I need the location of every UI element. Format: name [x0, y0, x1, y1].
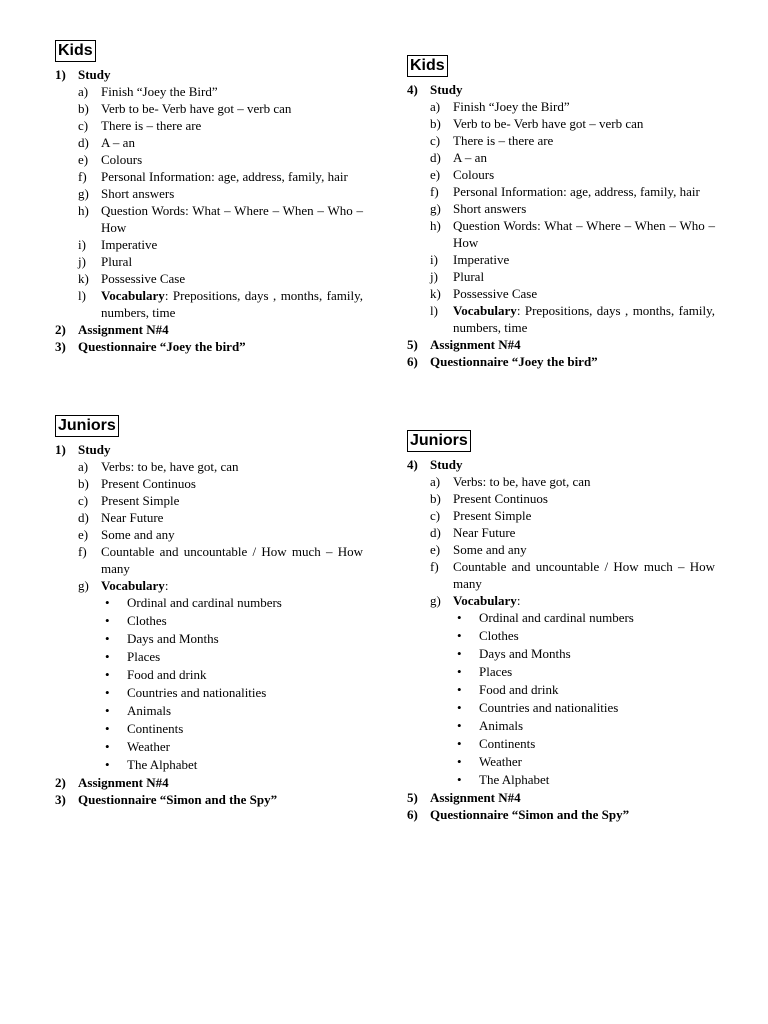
bullet-item: • Continents	[457, 736, 536, 751]
section-heading: Kids	[407, 55, 448, 77]
vocabulary-item: g) Vocabulary:	[78, 578, 169, 593]
list-item: g) Short answers	[430, 201, 527, 216]
study-heading: 4) Study	[407, 82, 463, 97]
bullet-item: • Places	[105, 649, 161, 664]
assignment-item: 2) Assignment N#4	[55, 775, 169, 790]
bullet-item: • The Alphabet	[105, 757, 198, 772]
vocabulary-label: Vocabulary	[101, 578, 165, 593]
bullet-icon: •	[105, 595, 110, 610]
list-item: j) Plural	[430, 269, 485, 284]
questionnaire-item: 3) Questionnaire “Simon and the Spy”	[55, 792, 278, 807]
list-item: d) Near Future	[78, 510, 164, 525]
bullet-icon: •	[457, 700, 462, 715]
bullet-icon: •	[457, 682, 462, 697]
bullet-icon: •	[457, 736, 462, 751]
vocabulary-label: Vocabulary	[101, 288, 165, 303]
list-item: f) Countable and uncountable / How much – How many	[78, 544, 363, 576]
list-item: g) Short answers	[78, 186, 175, 201]
list-item: c) Present Simple	[430, 508, 532, 523]
list-item: j) Plural	[78, 254, 133, 269]
questionnaire-item: 6) Questionnaire “Simon and the Spy”	[407, 807, 630, 822]
bullet-item: • Food and drink	[105, 667, 207, 682]
list-item: k) Possessive Case	[430, 286, 538, 301]
study-heading: 1) Study	[55, 67, 111, 82]
list-item: i) Imperative	[430, 252, 510, 267]
questionnaire-item: 3) Questionnaire “Joey the bird”	[55, 339, 246, 354]
bullet-icon: •	[457, 772, 462, 787]
bullet-icon: •	[457, 628, 462, 643]
bullet-icon: •	[457, 646, 462, 661]
bullet-item: • Ordinal and cardinal numbers	[105, 595, 282, 610]
bullet-icon: •	[105, 757, 110, 772]
kids-section-left	[55, 40, 363, 355]
study-heading: 1) Study	[55, 442, 111, 457]
list-item: d) A – an	[78, 135, 135, 150]
juniors-section-left	[55, 415, 363, 808]
bullet-item: • Ordinal and cardinal numbers	[457, 610, 634, 625]
bullet-icon: •	[105, 631, 110, 646]
list-item: c) Present Simple	[78, 493, 180, 508]
section-heading: Juniors	[55, 415, 119, 437]
list-item: b) Present Continuos	[430, 491, 548, 506]
list-item: c) There is – there are	[78, 118, 202, 133]
list-item: i) Imperative	[78, 237, 158, 252]
bullet-item: • Days and Months	[457, 646, 571, 661]
bullet-item: • Weather	[105, 739, 170, 754]
list-item: b) Verb to be- Verb have got – verb can	[78, 101, 292, 116]
list-item: l) Vocabulary: Prepositions, days , months, family, numbers, time	[78, 288, 363, 320]
vocabulary-label: Vocabulary	[453, 303, 517, 318]
list-item: e) Colours	[430, 167, 495, 182]
bullet-item: • Clothes	[457, 628, 519, 643]
list-item: f) Personal Information: age, address, family, hair	[78, 169, 348, 184]
section-heading: Kids	[55, 40, 96, 62]
list-item: e) Some and any	[78, 527, 175, 542]
vocabulary-item: g) Vocabulary:	[430, 593, 521, 608]
bullet-icon: •	[105, 667, 110, 682]
bullet-item: • Days and Months	[105, 631, 219, 646]
bullet-item: • Weather	[457, 754, 522, 769]
list-item: f) Personal Information: age, address, family, hair	[430, 184, 700, 199]
bullet-icon: •	[105, 649, 110, 664]
section-heading: Juniors	[407, 430, 471, 452]
bullet-item: • Continents	[105, 721, 184, 736]
bullet-item: • Food and drink	[457, 682, 559, 697]
bullet-item: • Places	[457, 664, 513, 679]
bullet-item: • Animals	[105, 703, 172, 718]
bullet-icon: •	[457, 754, 462, 769]
list-item: e) Colours	[78, 152, 143, 167]
list-item: c) There is – there are	[430, 133, 554, 148]
list-item: b) Present Continuos	[78, 476, 196, 491]
list-item: d) Near Future	[430, 525, 516, 540]
list-item: a) Finish “Joey the Bird”	[78, 84, 218, 99]
bullet-item: • The Alphabet	[457, 772, 550, 787]
bullet-icon: •	[457, 664, 462, 679]
bullet-icon: •	[457, 610, 462, 625]
vocabulary-label: Vocabulary	[453, 593, 517, 608]
list-item: d) A – an	[430, 150, 487, 165]
bullet-icon: •	[105, 703, 110, 718]
list-item: f) Countable and uncountable / How much – How many	[430, 559, 715, 591]
questionnaire-item: 6) Questionnaire “Joey the bird”	[407, 354, 598, 369]
bullet-icon: •	[105, 685, 110, 700]
list-item: b) Verb to be- Verb have got – verb can	[430, 116, 644, 131]
bullet-icon: •	[105, 613, 110, 628]
bullet-item: • Countries and nationalities	[105, 685, 267, 700]
list-item: h) Question Words: What – Where – When – Who – How	[78, 203, 363, 235]
bullet-icon: •	[457, 718, 462, 733]
list-item: a) Finish “Joey the Bird”	[430, 99, 570, 114]
assignment-item: 2) Assignment N#4	[55, 322, 169, 337]
bullet-icon: •	[105, 739, 110, 754]
assignment-item: 5) Assignment N#4	[407, 337, 521, 352]
bullet-item: • Clothes	[105, 613, 167, 628]
bullet-item: • Animals	[457, 718, 524, 733]
bullet-icon: •	[105, 721, 110, 736]
juniors-section-right	[407, 430, 715, 823]
bullet-item: • Countries and nationalities	[457, 700, 619, 715]
list-item: l) Vocabulary: Prepositions, days , months, family, numbers, time	[430, 303, 715, 335]
list-item: a) Verbs: to be, have got, can	[430, 474, 591, 489]
list-item: a) Verbs: to be, have got, can	[78, 459, 239, 474]
list-item: e) Some and any	[430, 542, 527, 557]
kids-section-right	[407, 55, 715, 370]
list-item: h) Question Words: What – Where – When – Who – How	[430, 218, 715, 250]
assignment-item: 5) Assignment N#4	[407, 790, 521, 805]
list-item: k) Possessive Case	[78, 271, 186, 286]
study-heading: 4) Study	[407, 457, 463, 472]
